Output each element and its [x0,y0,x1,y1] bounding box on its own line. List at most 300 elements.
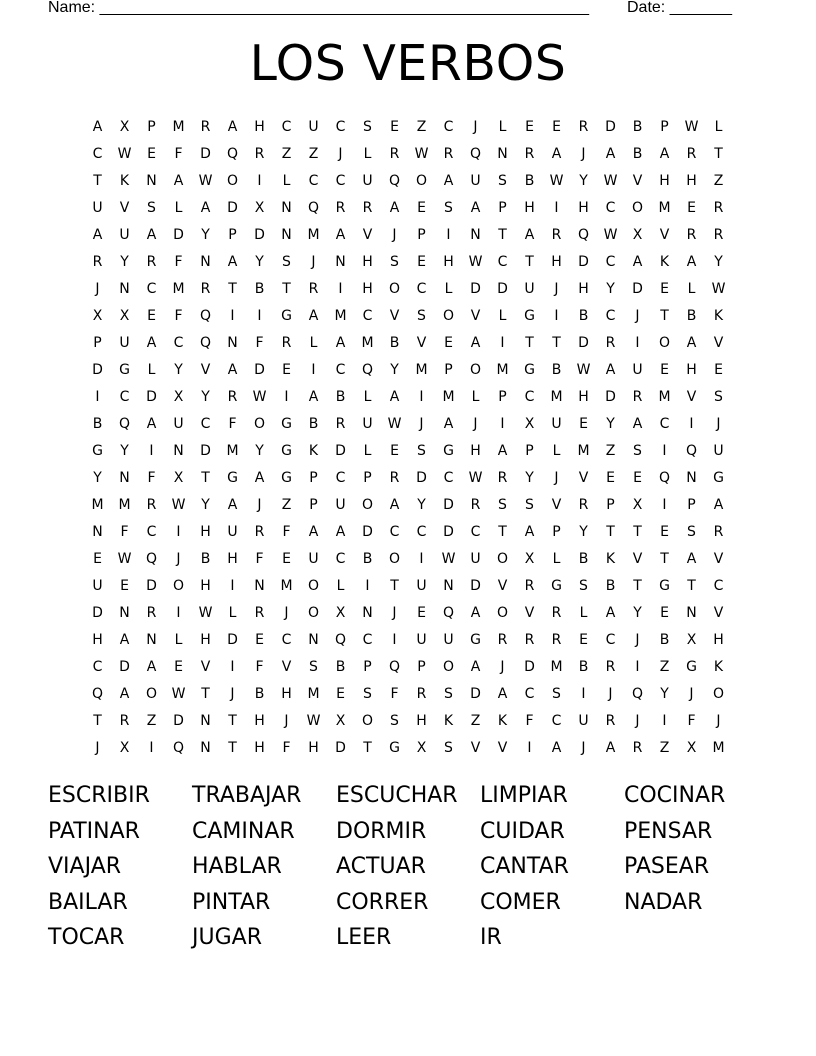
grid-letter: M [118,497,131,513]
grid-letter: Y [633,605,642,621]
grid-row [84,303,732,330]
grid-letter: N [443,578,454,594]
grid-letter: B [578,659,589,675]
grid-letter: U [119,227,130,243]
grid-letter: C [146,524,157,540]
grid-letter: N [335,254,346,270]
grid-letter: M [550,659,563,675]
grid-letter: W [711,281,726,297]
grid-letter: F [174,254,183,270]
grid-letter: A [605,362,616,378]
grid-letter: J [284,605,289,621]
grid-letter: T [633,524,642,540]
grid-letter: W [306,713,321,729]
grid-letter: R [146,605,157,621]
grid-letter: D [146,578,157,594]
word-bank-item: COMER [480,889,561,915]
grid-letter: A [227,362,238,378]
grid-row [84,384,732,411]
grid-letter: M [496,362,509,378]
grid-letter: K [497,713,508,729]
grid-letter: R [551,227,562,243]
grid-letter: S [390,254,399,270]
grid-letter: E [390,119,399,135]
grid-letter: H [416,713,427,729]
grid-letter: U [92,578,103,594]
grid-letter: O [172,578,185,594]
grid-letter: V [713,605,724,621]
grid-letter: R [254,146,265,162]
grid-letter: M [91,497,104,513]
grid-letter: M [172,119,185,135]
grid-letter: E [282,362,291,378]
grid-letter: S [525,497,534,513]
grid-letter: A [524,524,535,540]
grid-letter: O [307,578,320,594]
grid-letter: Y [417,497,426,513]
grid-letter: O [361,713,374,729]
grid-row [84,708,732,735]
grid-letter: S [444,200,453,216]
grid-letter: Z [308,146,319,162]
grid-letter: B [632,146,643,162]
grid-letter: P [228,227,237,243]
grid-letter: L [228,605,237,621]
grid-letter: H [686,173,697,189]
grid-letter: X [632,227,643,243]
word-bank-item: PENSAR [624,818,713,844]
grid-letter: N [470,227,481,243]
grid-row [84,330,732,357]
grid-letter: H [686,362,697,378]
grid-letter: C [416,524,427,540]
grid-letter: A [146,227,157,243]
grid-letter: A [713,497,724,513]
grid-letter: V [713,335,724,351]
grid-row [84,438,732,465]
grid-letter: A [227,254,238,270]
word-bank-item: CANTAR [480,854,569,879]
grid-letter: E [390,443,399,459]
grid-letter: I [257,173,262,189]
word-bank-item: HABLAR [192,854,282,879]
grid-letter: Y [606,281,615,297]
grid-letter: V [389,308,400,324]
grid-letter: A [146,335,157,351]
grid-letter: Q [334,632,347,648]
grid-letter: X [632,497,643,513]
grid-letter: I [689,416,694,432]
grid-letter: I [419,389,424,405]
grid-letter: V [470,308,481,324]
grid-letter: H [200,632,211,648]
grid-letter: I [392,632,397,648]
grid-letter: A [227,119,238,135]
grid-letter: A [146,416,157,432]
grid-letter: R [227,389,238,405]
grid-letter: V [632,551,643,567]
word-bank-item: PASEAR [624,854,710,879]
grid-letter: C [200,416,211,432]
date-line: Date: _______ [627,0,732,16]
grid-letter: I [446,227,451,243]
grid-letter: L [714,119,723,135]
grid-letter: R [200,119,211,135]
grid-letter: L [363,443,372,459]
grid-letter: I [554,200,559,216]
grid-letter: E [147,146,156,162]
grid-letter: W [441,551,456,567]
grid-letter: P [660,119,669,135]
grid-letter: F [174,308,183,324]
grid-letter: F [525,713,534,729]
grid-letter: A [335,335,346,351]
grid-letter: T [498,227,507,243]
grid-letter: V [524,605,535,621]
grid-letter: I [662,713,667,729]
grid-letter: V [578,470,589,486]
grid-letter: T [552,335,561,351]
grid-letter: C [335,362,346,378]
grid-row [84,654,732,681]
grid-letter: N [227,335,238,351]
grid-letter: O [388,551,401,567]
grid-letter: V [551,497,562,513]
grid-letter: J [554,281,559,297]
grid-row [84,168,732,195]
grid-letter: D [173,227,184,243]
grid-letter: Z [146,713,157,729]
grid-letter: C [605,200,616,216]
grid-letter: V [632,173,643,189]
grid-letter: D [200,146,211,162]
grid-letter: R [632,389,643,405]
grid-letter: B [200,551,211,567]
grid-letter: U [335,497,346,513]
grid-letter: C [470,524,481,540]
grid-letter: E [660,524,669,540]
grid-letter: L [309,335,318,351]
grid-letter: K [308,443,319,459]
grid-letter: R [524,632,535,648]
grid-letter: O [226,173,239,189]
grid-letter: A [200,200,211,216]
grid-letter: C [119,389,130,405]
grid-letter: I [581,686,586,702]
grid-letter: D [200,443,211,459]
grid-letter: Q [118,416,131,432]
grid-letter: Y [525,470,534,486]
grid-letter: M [415,362,428,378]
grid-letter: E [417,254,426,270]
grid-letter: W [198,605,213,621]
grid-letter: N [200,740,211,756]
grid-letter: Z [659,659,670,675]
grid-letter: X [416,740,427,756]
grid-letter: J [392,227,397,243]
grid-letter: R [389,470,400,486]
grid-letter: Z [281,146,292,162]
grid-letter: G [389,740,400,756]
grid-letter: F [282,524,291,540]
grid-letter: R [686,227,697,243]
grid-letter: C [605,254,616,270]
grid-letter: S [417,308,426,324]
grid-letter: S [444,686,453,702]
grid-letter: N [686,605,697,621]
grid-letter: C [551,713,562,729]
grid-letter: A [389,497,400,513]
grid-letter: B [254,686,265,702]
grid-letter: O [442,308,455,324]
grid-letter: Z [605,443,616,459]
grid-letter: J [635,713,640,729]
grid-letter: D [254,362,265,378]
grid-letter: S [714,389,723,405]
grid-letter: O [442,659,455,675]
grid-letter: M [577,443,590,459]
grid-letter: M [361,335,374,351]
grid-letter: I [500,416,505,432]
grid-letter: X [524,551,535,567]
grid-letter: T [93,173,102,189]
grid-letter: A [605,740,616,756]
grid-letter: R [578,497,589,513]
grid-letter: W [171,497,186,513]
word-bank-item: BAILAR [48,889,128,915]
grid-letter: Y [201,497,210,513]
grid-letter: L [498,308,507,324]
grid-letter: E [417,200,426,216]
grid-letter: R [470,497,481,513]
grid-letter: H [92,632,103,648]
grid-letter: T [525,254,534,270]
grid-letter: N [686,470,697,486]
grid-letter: C [659,416,670,432]
grid-letter: D [605,389,616,405]
grid-letter: H [200,578,211,594]
grid-letter: A [335,227,346,243]
grid-letter: E [606,470,615,486]
grid-letter: C [497,254,508,270]
grid-letter: L [174,200,183,216]
grid-letter: Q [361,362,374,378]
grid-letter: V [713,551,724,567]
grid-letter: V [659,227,670,243]
grid-letter: A [173,173,184,189]
grid-letter: K [605,551,616,567]
grid-letter: T [606,524,615,540]
grid-letter: P [417,227,426,243]
grid-letter: H [578,389,589,405]
grid-letter: O [496,605,509,621]
grid-letter: A [335,524,346,540]
grid-letter: W [414,146,429,162]
grid-letter: A [389,389,400,405]
grid-letter: S [390,713,399,729]
grid-letter: R [443,146,454,162]
grid-letter: B [551,362,562,378]
grid-letter: K [443,713,454,729]
grid-letter: Q [226,146,239,162]
grid-letter: L [444,281,453,297]
grid-letter: H [281,686,292,702]
grid-letter: Z [470,713,481,729]
grid-letter: F [255,659,264,675]
grid-letter: O [361,497,374,513]
grid-letter: B [605,578,616,594]
grid-letter: Y [579,524,588,540]
grid-letter: Y [201,227,210,243]
grid-letter: A [632,254,643,270]
grid-letter: H [659,173,670,189]
grid-letter: B [308,416,319,432]
grid-letter: D [335,740,346,756]
grid-letter: V [362,227,373,243]
grid-letter: I [149,740,154,756]
grid-letter: P [309,497,318,513]
grid-letter: D [335,443,346,459]
grid-letter: U [119,335,130,351]
grid-letter: K [659,254,670,270]
grid-letter: B [524,173,535,189]
grid-letter: G [281,416,292,432]
grid-letter: J [689,686,694,702]
grid-letter: R [605,335,616,351]
grid-letter: U [416,632,427,648]
grid-letter: A [497,443,508,459]
grid-letter: W [117,146,132,162]
grid-letter: T [228,713,237,729]
grid-letter: Y [255,443,264,459]
grid-letter: F [282,740,291,756]
grid-letter: J [311,254,316,270]
grid-row [84,411,732,438]
grid-letter: J [473,119,478,135]
grid-letter: W [549,173,564,189]
grid-letter: H [443,254,454,270]
grid-letter: G [686,659,697,675]
grid-letter: T [228,740,237,756]
grid-letter: S [147,200,156,216]
grid-letter: H [308,740,319,756]
grid-letter: I [230,308,235,324]
grid-letter: V [200,659,211,675]
grid-letter: V [281,659,292,675]
grid-letter: L [363,146,372,162]
grid-letter: M [658,200,671,216]
grid-letter: L [498,119,507,135]
grid-letter: E [147,308,156,324]
grid-letter: J [284,713,289,729]
grid-letter: Y [174,362,183,378]
grid-letter: N [362,605,373,621]
grid-row [84,141,732,168]
grid-letter: P [363,470,372,486]
grid-letter: E [660,605,669,621]
grid-letter: Z [281,497,292,513]
grid-letter: P [687,497,696,513]
grid-letter: R [686,146,697,162]
grid-letter: F [174,146,183,162]
grid-letter: I [365,578,370,594]
grid-letter: C [524,686,535,702]
grid-letter: E [282,551,291,567]
grid-letter: O [415,173,428,189]
grid-letter: L [336,578,345,594]
grid-letter: A [92,227,103,243]
grid-letter: Y [255,254,264,270]
grid-letter: Q [469,146,482,162]
grid-letter: C [416,281,427,297]
grid-letter: N [200,254,211,270]
grid-letter: X [119,119,130,135]
grid-letter: E [417,605,426,621]
grid-letter: R [713,524,724,540]
grid-letter: S [309,659,318,675]
grid-letter: G [119,362,130,378]
grid-letter: J [608,686,613,702]
grid-letter: I [527,740,532,756]
name-line: Name: _______________________________________________________ [48,0,589,16]
grid-letter: C [92,659,103,675]
word-bank-item: CAMINAR [192,818,295,844]
grid-letter: P [525,443,534,459]
grid-letter: B [578,308,589,324]
grid-letter: A [308,524,319,540]
grid-row [84,114,732,141]
grid-letter: L [579,605,588,621]
grid-letter: T [660,308,669,324]
grid-letter: J [581,146,586,162]
grid-letter: Q [388,173,401,189]
grid-letter: R [92,254,103,270]
grid-letter: T [714,146,723,162]
grid-row [84,276,732,303]
grid-letter: C [335,119,346,135]
grid-letter: F [255,551,264,567]
grid-letter: J [419,416,424,432]
grid-row [84,465,732,492]
grid-letter: P [93,335,102,351]
grid-letter: H [578,281,589,297]
grid-letter: H [200,524,211,540]
grid-letter: U [308,119,319,135]
grid-letter: O [145,686,158,702]
word-bank-item: LEER [336,925,392,950]
grid-letter: A [470,659,481,675]
grid-letter: A [227,497,238,513]
grid-letter: T [201,686,210,702]
grid-letter: U [632,362,643,378]
grid-letter: V [470,740,481,756]
word-bank-item: CORRER [336,889,429,915]
grid-letter: I [95,389,100,405]
word-bank-item: ACTUAR [336,854,426,879]
grid-letter: U [362,173,373,189]
grid-letter: E [552,119,561,135]
grid-letter: Q [172,740,185,756]
word-bank-item: JUGAR [192,925,262,950]
grid-letter: Q [91,686,104,702]
grid-letter: E [579,632,588,648]
grid-letter: R [497,470,508,486]
grid-letter: M [550,389,563,405]
grid-letter: X [686,740,697,756]
grid-letter: A [470,335,481,351]
grid-letter: O [631,200,644,216]
grid-letter: T [363,740,372,756]
